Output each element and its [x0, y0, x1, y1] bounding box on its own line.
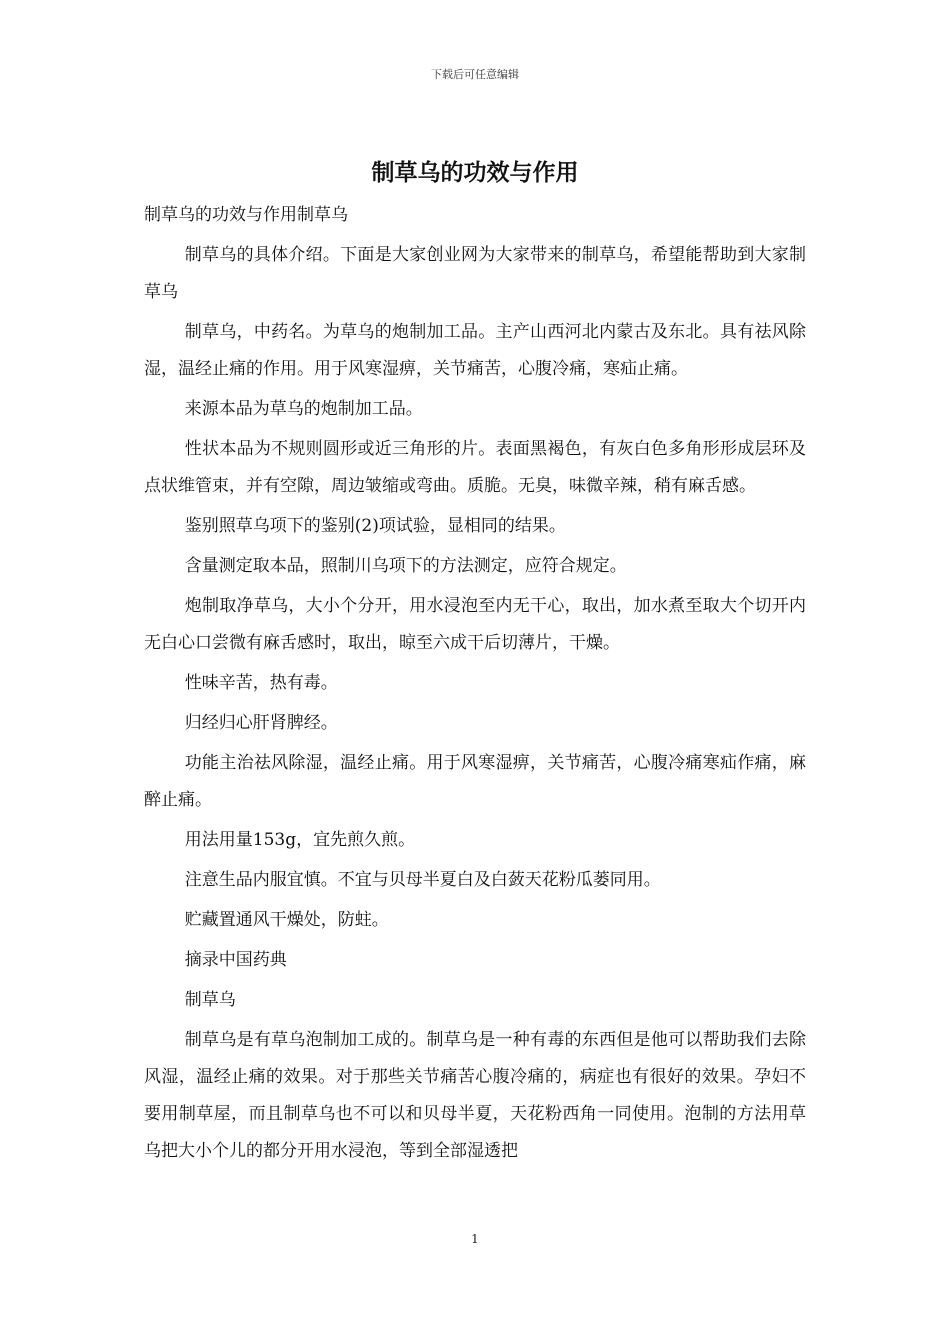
document-title: 制草乌的功效与作用 [371, 160, 579, 186]
paragraph-subtitle: 制草乌的功效与作用制草乌 [144, 205, 348, 225]
paragraph-storage: 贮藏置通风干燥处，防蛀。 [184, 910, 389, 930]
paragraph-assay: 含量测定取本品，照制川乌项下的方法测定，应符合规定。 [184, 556, 627, 576]
paragraph-excerpt-source: 摘录中国药典 [184, 950, 287, 970]
paragraph-overview: 制草乌，中药名。为草乌的炮制加工品。主产山西河北内蒙古及东北。具有祛风除湿，温经止痛的作用。用于风寒湿痹，关节痛苦，心腹冷痛，寒疝止痛。 [144, 322, 806, 379]
page-header: 下载后可任意编辑 [431, 68, 519, 81]
paragraph-dosage: 用法用量153g，宜先煎久煎。 [184, 830, 416, 850]
paragraph-indications: 功能主治祛风除湿，温经止痛。用于风寒湿痹，关节痛苦，心腹冷痛寒疝作痛，麻醉止痛。 [144, 753, 806, 810]
paragraph-source: 来源本品为草乌的炮制加工品。 [184, 399, 423, 419]
paragraph-meridian: 归经归心肝肾脾经。 [184, 713, 338, 733]
paragraph-description: 制草乌是有草乌泡制加工成的。制草乌是一种有毒的东西但是他可以帮助我们去除风湿，温经止痛的效果。对于那些关节痛苦心腹冷痛的，病症也有很好的效果。孕妇不要用制草屋，而且制草乌也不可以和贝母半夏，天花粉西角一同使用。泡制的方法用草乌把大小个儿的都分开用水浸泡，等到全部湿透把 [144, 1030, 806, 1161]
paragraph-nature-flavor: 性味辛苦，热有毒。 [184, 673, 338, 693]
document-body [144, 197, 806, 1173]
paragraph-intro: 制草乌的具体介绍。下面是大家创业网为大家带来的制草乌，希望能帮助到大家制草乌 [144, 245, 806, 302]
paragraph-section-heading: 制草乌 [184, 990, 236, 1010]
paragraph-appearance: 性状本品为不规则圆形或近三角形的片。表面黑褐色，有灰白色多角形形成层环及点状维管束，并有空隙，周边皱缩或弯曲。质脆。无臭，味微辛辣，稍有麻舌感。 [144, 439, 806, 496]
paragraph-identification: 鉴别照草乌项下的鉴别(2)项试验，显相同的结果。 [184, 516, 566, 536]
page-number: 1 [471, 1232, 479, 1246]
paragraph-processing: 炮制取净草乌，大小个分开，用水浸泡至内无干心，取出，加水煮至取大个切开内无白心口尝微有麻舌感时，取出，晾至六成干后切薄片，干燥。 [144, 596, 806, 653]
paragraph-precautions: 注意生品内服宜慎。不宜与贝母半夏白及白蔹天花粉瓜蒌同用。 [184, 870, 661, 890]
